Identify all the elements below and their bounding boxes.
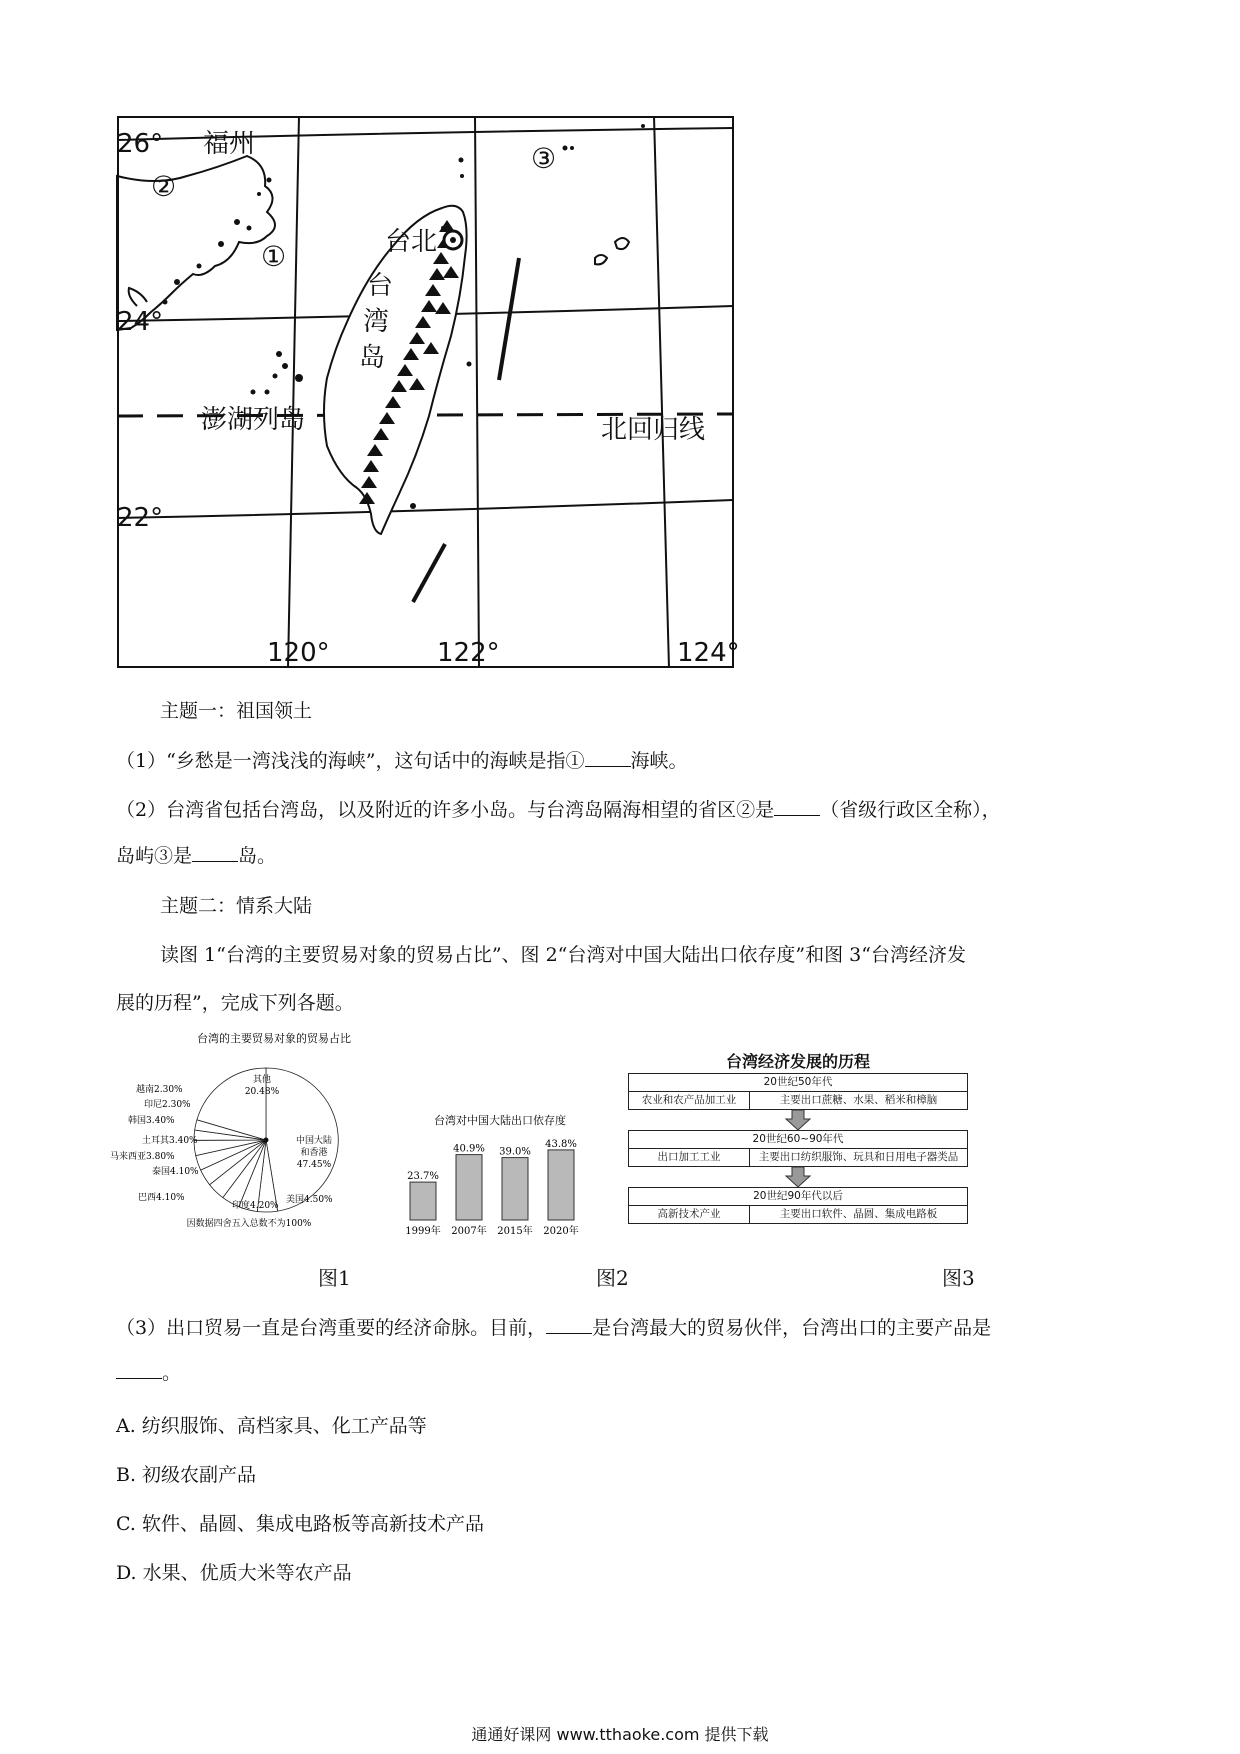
q2-blank-island[interactable] [192,843,238,862]
lat-24-label: 24° [117,307,164,337]
pie-label-thailand: 泰国4.10% [152,1167,199,1177]
pie-label-brazil: 巴西4.10% [138,1193,185,1203]
stage-period-1: 20世纪60~90年代 [629,1131,967,1149]
bar-category-label-0: 1999年 [405,1226,441,1237]
q3-line1 [116,1315,991,1341]
theme2-intro-line1: 读图 1“台湾的主要贸易对象的贸易占比”、图 2“台湾对中国大陆出口依存度”和图 3“台湾经济发 [160,944,966,966]
pie-label-korea: 韩国3.40% [128,1116,175,1126]
theme2-intro-line2: 展的历程”，完成下列各题。 [116,992,354,1014]
bar-2 [502,1158,528,1220]
figure-1-caption: 图1 [318,1266,351,1290]
pie-label-other: 其他 [252,1075,272,1085]
taiwan-char-2: 湾 [363,307,390,337]
stage-arrow-1 [628,1167,968,1187]
bar-chart [402,1110,602,1248]
option-b[interactable]: B. 初级农副产品 [116,1464,257,1486]
q2-line2-text: 岛屿③是 [116,845,193,867]
pie-center-dot [264,1138,269,1143]
option-d[interactable]: D. 水果、优质大米等农产品 [116,1562,352,1584]
bar-value-label-1: 40.9% [453,1143,485,1155]
stage-industry-2: 高新技术产业 [629,1206,750,1223]
stage-0 [628,1073,968,1110]
taipei-label: 台北 [385,227,438,257]
pie-label-turkey: 土耳其3.40% [142,1136,198,1146]
q1 [116,748,688,774]
marker-1: ① [261,240,287,273]
bar-category-label-2: 2015年 [497,1226,533,1237]
q2-blank-province[interactable] [774,797,820,816]
figure-2-caption: 图2 [596,1266,629,1290]
pie-value-china: 47.45% [296,1160,332,1170]
q2-text: （2）台湾省包括台湾岛，以及附近的许多小岛。与台湾岛隔海相望的省区②是 [116,799,775,821]
bar-3 [548,1150,574,1220]
pie-label-china: 中国大陆 [295,1136,333,1146]
stage-arrow-0 [628,1110,968,1130]
q3-end: 。 [162,1362,182,1384]
taiwan-map [117,116,740,668]
pie-label-china-line2: 和香港 [300,1148,328,1158]
economy-history-table [628,1051,968,1224]
theme1-title: 主题一：祖国领土 [160,700,313,722]
page-footer: 通通好课网 www.tthaoke.com 提供下载 [471,1725,769,1744]
bar-value-label-3: 43.8% [545,1138,577,1150]
stage-products-2: 主要出口软件、晶圆、集成电路板 [779,1208,938,1220]
pie-title: 台湾的主要贸易对象的贸易占比 [197,1032,351,1045]
q2-line2-suffix: 岛。 [238,845,277,867]
q1-blank[interactable] [585,748,631,767]
theme2-title: 主题二：情系大陆 [160,895,313,917]
pie-note: 因数据四舍五入总数不为100% [186,1219,312,1229]
stage-industry-1: 出口加工工业 [629,1149,750,1166]
stage-period-2: 20世纪90年代以后 [629,1188,967,1206]
q3-text: （3）出口贸易一直是台湾重要的经济命脉。目前， [116,1317,547,1339]
taiwan-char-1: 台 [367,271,394,301]
q2 [116,797,1001,823]
stage-products-1: 主要出口纺织服饰、玩具和日用电子器类品 [758,1151,959,1163]
q3-line2 [116,1360,181,1386]
pie-label-vietnam: 越南2.30% [136,1085,183,1095]
stage-products-0: 主要出口蔗糖、水果、稻米和樟脑 [779,1094,938,1106]
q1-text: （1）“乡愁是一湾浅浅的海峡”，这句话中的海峡是指① [116,750,585,772]
lon-124-label: 124° [677,638,740,668]
stage-period-0: 20世纪50年代 [629,1074,967,1092]
penghu-label: 澎湖列岛 [201,405,306,435]
pie-label-usa: 美国4.50% [286,1195,333,1205]
pie-value-other: 20.48% [244,1087,280,1097]
stage-2 [628,1187,968,1224]
q3-text-2: 是台湾最大的贸易伙伴，台湾出口的主要产品是 [592,1317,992,1339]
bar-category-label-1: 2007年 [451,1226,487,1237]
lat-22-label: 22° [117,503,164,533]
bar-category-label-3: 2020年 [543,1226,579,1237]
q3-blank-products[interactable] [116,1360,162,1379]
pie-label-malaysia: 马来西亚3.80% [110,1152,175,1162]
table-title: 台湾经济发展的历程 [725,1052,870,1071]
option-a[interactable]: A. 纺织服饰、高档家具、化工产品等 [116,1415,427,1437]
marker-3: ③ [531,142,557,175]
stage-1 [628,1130,968,1167]
bar-value-label-0: 23.7% [407,1171,439,1183]
lat-26-label: 26° [117,129,164,159]
stage-industry-0: 农业和农产品加工业 [629,1092,750,1109]
bar-title: 台湾对中国大陆出口依存度 [434,1114,566,1127]
figure-3-caption: 图3 [942,1266,975,1290]
q2-line2 [116,843,276,869]
lon-122-label: 122° [437,638,500,668]
bar-value-label-2: 39.0% [499,1146,531,1158]
bar-1 [456,1155,482,1220]
pie-chart [110,1028,376,1248]
pie-label-indonesia: 印尼2.30% [144,1100,191,1110]
q3-blank-partner[interactable] [546,1315,592,1334]
fuzhou-label: 福州 [203,129,256,159]
lon-120-label: 120° [267,638,330,668]
option-c[interactable]: C. 软件、晶圆、集成电路板等高新技术产品 [116,1513,484,1535]
q1-suffix: 海峡。 [630,750,688,772]
marker-2: ② [151,170,177,203]
q2-suffix: （省级行政区全称）， [820,799,1001,821]
taiwan-char-3: 岛 [359,343,386,373]
tropic-label: 北回归线 [601,415,706,445]
pie-label-india: 印度4.20% [232,1201,279,1211]
bar-0 [410,1182,436,1220]
